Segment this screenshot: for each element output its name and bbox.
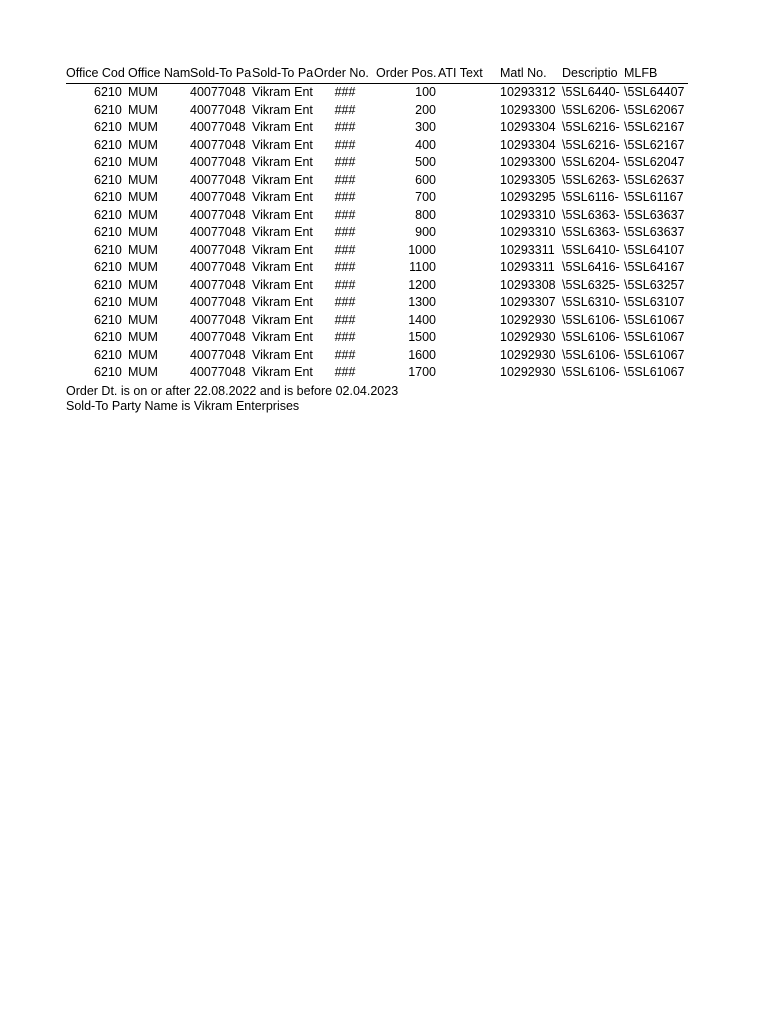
cell-soldto-party[interactable]: 40077048 — [190, 172, 246, 187]
table-row[interactable] — [66, 102, 688, 120]
header-office-code: Office Cod — [66, 66, 125, 80]
cell-soldto-party[interactable]: 40077048 — [190, 295, 246, 309]
header-order-no: Order No. — [314, 66, 369, 80]
cell-office-name[interactable]: MUM — [128, 365, 158, 379]
cell-order-pos[interactable]: 800 — [415, 207, 436, 222]
cell-soldto-name[interactable]: Vikram Ent — [252, 190, 313, 204]
cell-office-code[interactable]: 6210 — [94, 242, 122, 257]
cell-office-code[interactable]: 6210 — [94, 120, 122, 134]
cell-matl-no[interactable]: 10293304 — [500, 120, 556, 134]
table-row[interactable] — [66, 277, 688, 295]
cell-mlfb[interactable]: \5SL64407 — [624, 85, 685, 99]
cell-office-name[interactable]: MUM — [128, 102, 158, 117]
cell-order-pos[interactable]: 400 — [415, 137, 436, 152]
cell-matl-no[interactable]: 10292930 — [500, 365, 556, 379]
cell-description[interactable]: \5SL6116- — [562, 190, 619, 204]
report-table — [66, 65, 688, 382]
cell-mlfb[interactable]: \5SL62167 — [624, 120, 685, 134]
cell-office-code[interactable]: 6210 — [94, 190, 122, 204]
cell-soldto-name[interactable]: Vikram Ent — [252, 277, 313, 292]
cell-office-code[interactable]: 6210 — [94, 330, 122, 344]
cell-order-no[interactable]: ### — [334, 85, 356, 99]
cell-soldto-name[interactable]: Vikram Ent — [252, 207, 313, 222]
cell-mlfb[interactable]: \5SL63257 — [624, 277, 685, 292]
cell-order-pos[interactable]: 1000 — [408, 242, 436, 257]
cell-office-code[interactable]: 6210 — [94, 260, 122, 274]
cell-order-no[interactable]: ### — [334, 225, 356, 239]
cell-matl-no[interactable]: 10293305 — [500, 172, 556, 187]
cell-mlfb[interactable]: \5SL61167 — [624, 190, 684, 204]
cell-matl-no[interactable]: 10293310 — [500, 207, 556, 222]
cell-description[interactable]: \5SL6410- — [562, 242, 620, 257]
filter-summary — [66, 384, 398, 414]
cell-soldto-party[interactable]: 40077048 — [190, 120, 246, 134]
cell-description[interactable]: \5SL6440- — [562, 85, 620, 99]
cell-mlfb[interactable]: \5SL61067 — [624, 330, 685, 344]
cell-mlfb[interactable]: \5SL62067 — [624, 102, 685, 117]
cell-soldto-name[interactable]: Vikram Ent — [252, 260, 313, 274]
cell-description[interactable]: \5SL6106- — [562, 365, 620, 379]
cell-office-code[interactable]: 6210 — [94, 85, 122, 99]
cell-soldto-name[interactable]: Vikram Ent — [252, 155, 313, 169]
cell-soldto-name[interactable]: Vikram Ent — [252, 172, 313, 187]
cell-office-name[interactable]: MUM — [128, 172, 158, 187]
cell-soldto-name[interactable]: Vikram Ent — [252, 137, 313, 152]
cell-office-code[interactable]: 6210 — [94, 312, 122, 327]
cell-order-no[interactable]: ### — [334, 155, 356, 169]
cell-soldto-name[interactable]: Vikram Ent — [252, 225, 313, 239]
cell-office-code[interactable]: 6210 — [94, 347, 122, 362]
cell-order-no[interactable]: ### — [334, 172, 356, 187]
cell-order-pos[interactable]: 1200 — [408, 277, 436, 292]
cell-matl-no[interactable]: 10293311 — [500, 260, 555, 274]
cell-description[interactable]: \5SL6106- — [562, 330, 620, 344]
cell-order-pos[interactable]: 1500 — [408, 330, 436, 344]
cell-order-no[interactable]: ### — [334, 190, 356, 204]
cell-description[interactable]: \5SL6216- — [562, 137, 620, 152]
cell-office-name[interactable]: MUM — [128, 225, 158, 239]
cell-soldto-party[interactable]: 40077048 — [190, 207, 246, 222]
cell-description[interactable]: \5SL6310- — [562, 295, 620, 309]
cell-order-pos[interactable]: 600 — [415, 172, 436, 187]
header-ati-text: ATI Text — [438, 66, 483, 80]
cell-soldto-party[interactable]: 40077048 — [190, 260, 246, 274]
cell-order-pos[interactable]: 700 — [415, 190, 436, 204]
table-body — [66, 84, 688, 382]
cell-soldto-name[interactable]: Vikram Ent — [252, 347, 313, 362]
table-row[interactable] — [66, 119, 688, 137]
cell-soldto-name[interactable]: Vikram Ent — [252, 312, 313, 327]
cell-office-name[interactable]: MUM — [128, 242, 158, 257]
cell-mlfb[interactable]: \5SL63637 — [624, 207, 685, 222]
cell-mlfb[interactable]: \5SL61067 — [624, 365, 685, 379]
cell-matl-no[interactable]: 10293300 — [500, 102, 556, 117]
cell-description[interactable]: \5SL6416- — [562, 260, 620, 274]
cell-office-code[interactable]: 6210 — [94, 365, 122, 379]
cell-office-name[interactable]: MUM — [128, 277, 158, 292]
table-row[interactable] — [66, 259, 688, 277]
table-row[interactable] — [66, 329, 688, 347]
cell-matl-no[interactable]: 10293304 — [500, 137, 556, 152]
header-soldto-name: Sold-To Pa — [252, 66, 314, 80]
table-row[interactable] — [66, 242, 688, 260]
cell-office-code[interactable]: 6210 — [94, 207, 122, 222]
cell-office-name[interactable]: MUM — [128, 207, 158, 222]
cell-soldto-party[interactable]: 40077048 — [190, 85, 246, 99]
cell-order-no[interactable]: ### — [334, 295, 356, 309]
cell-office-name[interactable]: MUM — [128, 330, 158, 344]
header-row — [66, 65, 688, 84]
cell-soldto-name[interactable]: Vikram Ent — [252, 330, 313, 344]
table-row[interactable] — [66, 312, 688, 330]
cell-matl-no[interactable]: 10292930 — [500, 330, 556, 344]
cell-mlfb[interactable]: \5SL64107 — [624, 242, 685, 257]
cell-matl-no[interactable]: 10292930 — [500, 312, 556, 327]
cell-order-pos[interactable]: 100 — [415, 85, 436, 99]
table-row[interactable] — [66, 224, 688, 242]
cell-description[interactable]: \5SL6206- — [562, 102, 620, 117]
cell-matl-no[interactable]: 10293307 — [500, 295, 556, 309]
cell-soldto-name[interactable]: Vikram Ent — [252, 85, 313, 99]
cell-order-pos[interactable]: 1100 — [409, 260, 436, 274]
cell-office-code[interactable]: 6210 — [94, 277, 122, 292]
cell-description[interactable]: \5SL6325- — [562, 277, 620, 292]
cell-office-name[interactable]: MUM — [128, 312, 158, 327]
cell-soldto-party[interactable]: 40077048 — [190, 277, 246, 292]
cell-description[interactable]: \5SL6204- — [562, 155, 620, 169]
cell-soldto-party[interactable]: 40077048 — [190, 190, 246, 204]
cell-soldto-party[interactable]: 40077048 — [190, 102, 246, 117]
cell-order-no[interactable]: ### — [334, 312, 356, 327]
table-row[interactable] — [66, 154, 688, 172]
cell-mlfb[interactable]: \5SL62637 — [624, 172, 685, 187]
cell-matl-no[interactable]: 10293308 — [500, 277, 556, 292]
cell-order-pos[interactable]: 1700 — [408, 365, 436, 379]
cell-mlfb[interactable]: \5SL64167 — [624, 260, 685, 274]
cell-office-name[interactable]: MUM — [128, 120, 158, 134]
cell-mlfb[interactable]: \5SL62167 — [624, 137, 685, 152]
cell-soldto-party[interactable]: 40077048 — [190, 155, 246, 169]
table-row[interactable] — [66, 84, 688, 102]
cell-matl-no[interactable]: 10293295 — [500, 190, 556, 204]
cell-matl-no[interactable]: 10293312 — [500, 85, 556, 99]
cell-order-pos[interactable]: 300 — [415, 120, 436, 134]
cell-office-code[interactable]: 6210 — [94, 172, 122, 187]
cell-order-pos[interactable]: 1300 — [408, 295, 436, 309]
cell-matl-no[interactable]: 10293300 — [500, 155, 556, 169]
cell-office-name[interactable]: MUM — [128, 190, 158, 204]
cell-office-code[interactable]: 6210 — [94, 137, 122, 152]
filter-soldto-name: Sold-To Party Name is Vikram Enterprises — [66, 399, 300, 413]
cell-office-code[interactable]: 6210 — [94, 225, 122, 239]
cell-soldto-party[interactable]: 40077048 — [190, 312, 246, 327]
cell-description[interactable]: \5SL6363- — [562, 225, 620, 239]
cell-order-no[interactable]: ### — [334, 207, 356, 222]
filter-order-date: Order Dt. is on or after 22.08.2022 and is before 02.04.2023 — [66, 384, 399, 398]
table-row[interactable] — [66, 172, 688, 190]
cell-office-name[interactable]: MUM — [128, 260, 158, 274]
cell-office-name[interactable]: MUM — [128, 155, 158, 169]
cell-description[interactable]: \5SL6106- — [562, 312, 620, 327]
cell-matl-no[interactable]: 10292930 — [500, 347, 556, 362]
header-order-pos: Order Pos. — [376, 66, 437, 80]
cell-mlfb[interactable]: \5SL61067 — [624, 312, 685, 327]
header-description: Descriptio — [562, 66, 618, 80]
cell-order-pos[interactable]: 1400 — [408, 312, 436, 327]
cell-matl-no[interactable]: 10293310 — [500, 225, 556, 239]
cell-soldto-name[interactable]: Vikram Ent — [252, 120, 313, 134]
table-row[interactable] — [66, 364, 688, 382]
cell-order-no[interactable]: ### — [334, 277, 356, 292]
cell-soldto-name[interactable]: Vikram Ent — [252, 295, 313, 309]
cell-order-no[interactable]: ### — [334, 330, 356, 344]
cell-order-no[interactable]: ### — [334, 102, 356, 117]
cell-order-pos[interactable]: 200 — [415, 102, 436, 117]
cell-order-no[interactable]: ### — [334, 365, 356, 379]
cell-soldto-party[interactable]: 40077048 — [190, 330, 246, 344]
table-row[interactable] — [66, 294, 688, 312]
cell-office-name[interactable]: MUM — [128, 137, 158, 152]
cell-office-code[interactable]: 6210 — [94, 155, 122, 169]
cell-order-pos[interactable]: 500 — [415, 155, 436, 169]
cell-soldto-party[interactable]: 40077048 — [190, 137, 246, 152]
header-matl-no: Matl No. — [500, 66, 547, 80]
cell-soldto-name[interactable]: Vikram Ent — [252, 242, 313, 257]
cell-office-code[interactable]: 6210 — [94, 295, 122, 309]
cell-order-pos[interactable]: 900 — [415, 225, 436, 239]
table-row[interactable] — [66, 207, 688, 225]
cell-description[interactable]: \5SL6363- — [562, 207, 620, 222]
table-row[interactable] — [66, 189, 688, 207]
cell-soldto-party[interactable]: 40077048 — [190, 347, 246, 362]
header-office-name: Office Nam — [128, 66, 190, 80]
cell-order-pos[interactable]: 1600 — [408, 347, 436, 362]
cell-order-no[interactable]: ### — [334, 242, 356, 257]
header-soldto-party: Sold-To Pa — [190, 66, 252, 80]
cell-office-name[interactable]: MUM — [128, 85, 158, 99]
cell-soldto-name[interactable]: Vikram Ent — [252, 365, 313, 379]
cell-mlfb[interactable]: \5SL61067 — [624, 347, 685, 362]
cell-office-name[interactable]: MUM — [128, 347, 158, 362]
table-row[interactable] — [66, 137, 688, 155]
table-row[interactable] — [66, 347, 688, 365]
cell-office-name[interactable]: MUM — [128, 295, 158, 309]
cell-soldto-name[interactable]: Vikram Ent — [252, 102, 313, 117]
cell-description[interactable]: \5SL6263- — [562, 172, 620, 187]
cell-soldto-party[interactable]: 40077048 — [190, 365, 246, 379]
cell-order-no[interactable]: ### — [334, 347, 356, 362]
header-mlfb: MLFB — [624, 66, 658, 80]
cell-soldto-party[interactable]: 40077048 — [190, 225, 246, 239]
cell-description[interactable]: \5SL6216- — [562, 120, 620, 134]
cell-order-no[interactable]: ### — [334, 260, 356, 274]
cell-matl-no[interactable]: 10293311 — [500, 242, 555, 257]
cell-soldto-party[interactable]: 40077048 — [190, 242, 246, 257]
cell-order-no[interactable]: ### — [334, 137, 356, 152]
cell-mlfb[interactable]: \5SL63637 — [624, 225, 685, 239]
cell-office-code[interactable]: 6210 — [94, 102, 122, 117]
cell-description[interactable]: \5SL6106- — [562, 347, 620, 362]
cell-mlfb[interactable]: \5SL62047 — [624, 155, 685, 169]
cell-mlfb[interactable]: \5SL63107 — [624, 295, 685, 309]
cell-order-no[interactable]: ### — [334, 120, 356, 134]
